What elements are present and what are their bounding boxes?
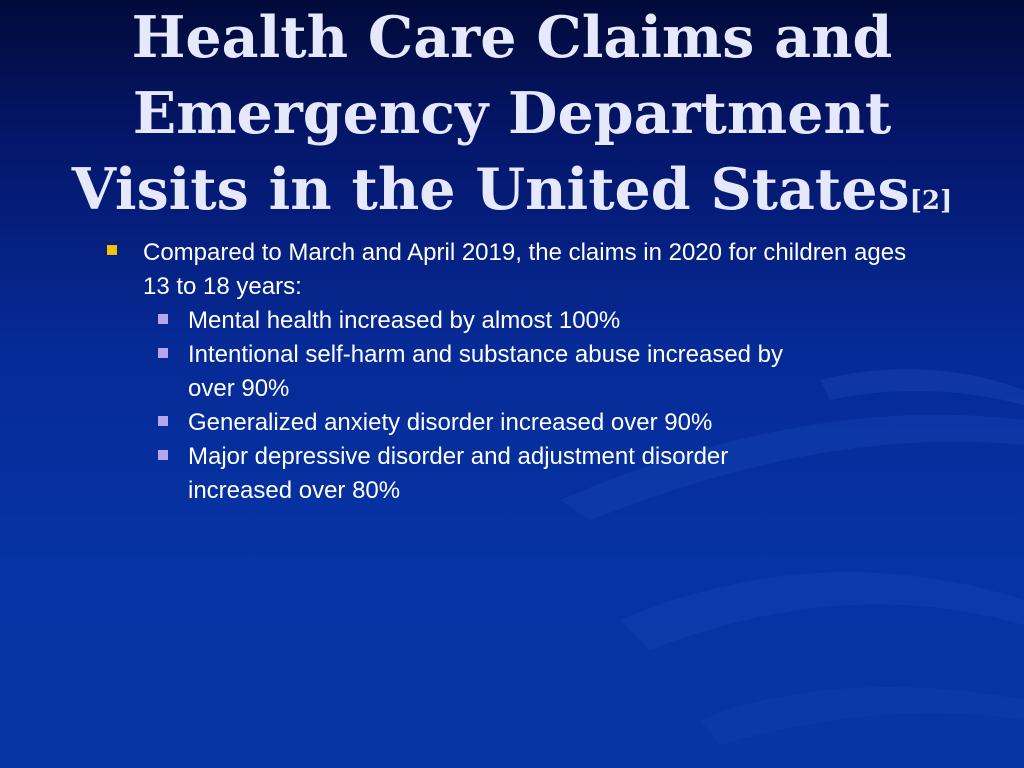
main-bullet-text: Compared to March and April 2019, the claims in 2020 for children ages 13 to 18 years: [143,239,907,300]
title-line-1: Health Care Claims and [131,4,893,71]
square-bullet-icon [158,314,168,324]
main-bullet [104,236,924,304]
title-line-3 [0,152,1024,228]
sub-bullet-list [104,304,924,508]
citation-reference: [2] [909,186,953,216]
sub-bullet-item [104,304,924,338]
square-bullet-icon [158,450,168,460]
sub-bullet-text: Intentional self-harm and substance abuse increased by over 90% [188,341,784,402]
square-bullet-icon [107,245,117,255]
title-line-2: Emergency Department [132,80,892,147]
sub-bullet-item [104,338,924,406]
slide-body [104,236,924,508]
sub-bullet-text: Mental health increased by almost 100% [188,307,621,334]
title-line-3-text: Visits in the United States [71,156,910,223]
square-bullet-icon [158,348,168,358]
sub-bullet-item [104,440,924,508]
square-bullet-icon [158,416,168,426]
slide-title [0,0,1024,228]
sub-bullet-text: Major depressive disorder and adjustment disorder increased over 80% [188,443,729,504]
sub-bullet-text: Generalized anxiety disorder increased over 90% [188,409,713,436]
sub-bullet-item [104,406,924,440]
